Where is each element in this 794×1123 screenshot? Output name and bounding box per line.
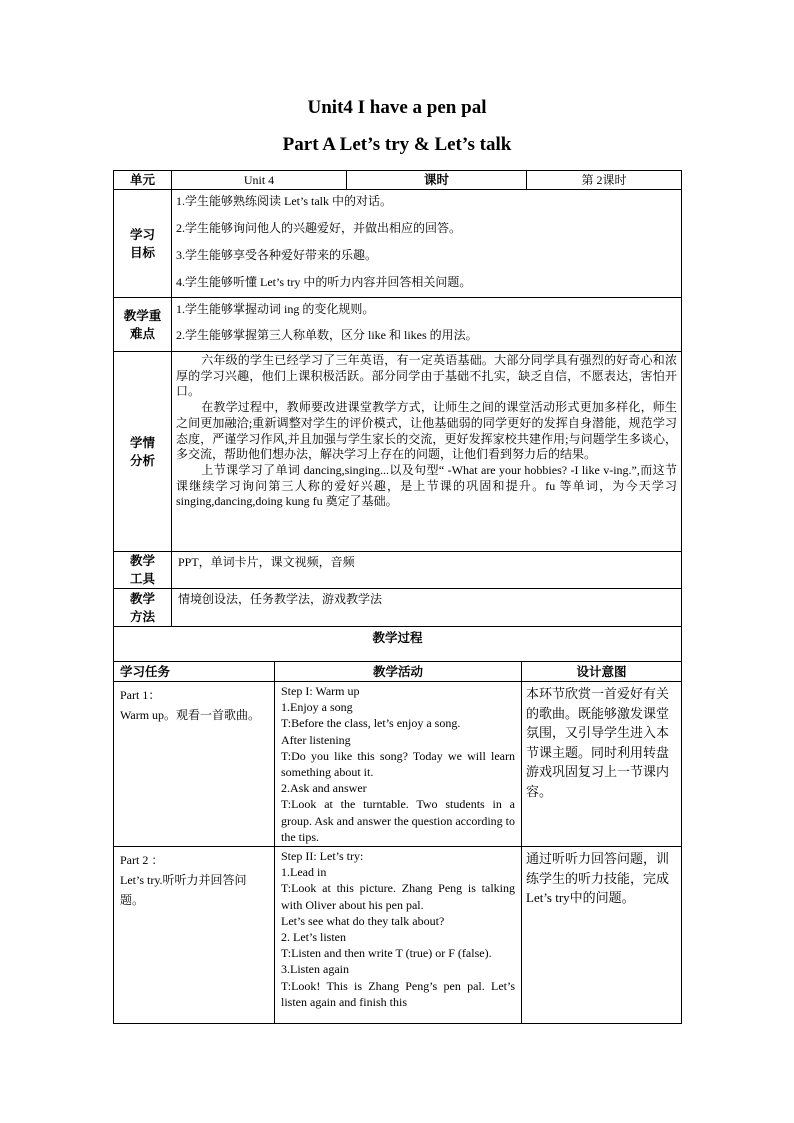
tools-row [114, 552, 682, 589]
task-desc: Let’s try.听听力并回答问题。 [120, 873, 247, 908]
header-intent: 设计意图 [522, 662, 682, 682]
task-desc: Warm up。观看一首歌曲。 [120, 708, 261, 722]
activity-line: 2. Let’s listen [281, 930, 346, 945]
process-row [114, 847, 682, 1024]
tools-value: PPT，单词卡片，课文视频，音频 [172, 552, 682, 589]
goal-item: 3.学生能够享受各种爱好带来的乐趣。 [176, 248, 378, 262]
methods-row [114, 589, 682, 627]
goal-item: 4.学生能够听懂 Let’s try 中的听力内容并回答相关问题。 [176, 275, 472, 289]
goals-label-text: 学习目标 [129, 227, 155, 260]
task-title: Part 2 ： [120, 853, 164, 868]
analysis-paragraph: 在教学过程中，教师要改进课堂教学方式，让师生之间的课堂活动形式更加多样化，师生之间更加融洽;重新调整对学生的评价模式，让他基础弱的同学更好的发挥自身潜能，规范学习态度，严谨学习作风,并且加强与学生家长的交流，更好发挥家校共建作用;与问题学生多谈心，多交流，帮助他们想办法，解决学习上存在的问题，让他们看到努力后的结果。 [176, 400, 678, 462]
methods-value: 情境创设法，任务教学法，游戏教学法 [172, 589, 682, 627]
activity-line: 2.Ask and answer [281, 781, 367, 796]
goals-content [172, 190, 682, 298]
activity-line: Let’s see what do they talk about? [281, 913, 445, 928]
task-cell [114, 682, 275, 847]
unit-label: 单元 [114, 171, 172, 190]
activity-cell [275, 847, 522, 1024]
keypoint-item: 2.学生能够掌握第三人称单数，区分 like 和 likes 的用法。 [176, 328, 478, 342]
activity-line: Step I: Warm up [281, 684, 360, 698]
process-row [114, 682, 682, 847]
activity-line: 1.Enjoy a song [281, 700, 353, 715]
activity-cell [275, 682, 522, 847]
methods-label-text: 教学方法 [129, 591, 155, 624]
goals-row [114, 190, 682, 298]
activity-line: T:Listen and then write T (true) or F (false). [281, 946, 492, 961]
tools-label [114, 552, 172, 589]
goal-item: 1.学生能够熟练阅读 Let’s talk 中的对话。 [176, 194, 392, 208]
methods-label [114, 589, 172, 627]
activity-line: 3.Listen again [281, 962, 349, 977]
keypoint-item: 1.学生能够掌握动词 ing 的变化规则。 [176, 302, 375, 316]
process-table [113, 661, 682, 1024]
activity-line: T:Do you like this song? Today we will learn something about it. [281, 748, 515, 780]
activity-line: T:Look at the turntable. Two students in a group. Ask and answer the question according to the tips. [281, 797, 515, 844]
analysis-paragraph: 六年级的学生已经学习了三年英语，有一定英语基础。大部分同学具有强烈的好奇心和浓厚的学习兴趣，他们上课积极活跃。部分同学由于基础不扎实，缺乏自信，不愿表达，害怕开口。 [176, 353, 678, 399]
analysis-paragraph: 上节课学习了单词 dancing,singing...以及句型“ -What are your hobbies? -I like v-ing.”,而这节课继续学习询问第三人称的爱好兴趣，是上节课的巩固和提升。fu 等单词，为今天学习 singing,dancing,doing kung fu 奠定了基础。 [176, 462, 678, 509]
analysis-content [172, 352, 682, 552]
period-value: 第 2课时 [527, 171, 682, 190]
unit-value: Unit 4 [172, 171, 347, 190]
tools-label-text: 教学工具 [129, 554, 155, 586]
process-title-row [114, 627, 682, 662]
unit-row [114, 171, 682, 190]
document-subtitle: Part A Let’s try & Let’s talk [282, 134, 512, 155]
header-activity: 教学活动 [275, 662, 522, 682]
document-title: Unit4 I have a pen pal [307, 97, 487, 118]
intent-cell: 本环节欣赏一首爱好有关的歌曲。既能够激发课堂氛围，又引导学生进入本节课主题。同时利用转盘游戏巩固复习上一节课内容。 [522, 682, 682, 847]
lesson-info-table [113, 170, 682, 662]
task-cell [114, 847, 275, 1024]
process-title: 教学过程 [114, 627, 682, 662]
analysis-label-text: 学情分析 [129, 435, 155, 468]
intent-cell: 通过听听力回答问题，训练学生的听力技能，完成Let’s try中的问题。 [522, 847, 682, 1024]
keypoints-row [114, 298, 682, 352]
activity-line: After listening [281, 732, 351, 747]
activity-line: 1.Lead in [281, 865, 327, 880]
keypoints-content [172, 298, 682, 352]
header-task: 学习任务 [114, 662, 275, 682]
task-title: Part 1： [120, 688, 161, 702]
goal-item: 2.学生能够询问他人的兴趣爱好，并做出相应的回答。 [176, 221, 462, 235]
activity-line: Step II: Let’s try: [281, 849, 364, 864]
goals-label [114, 190, 172, 298]
analysis-row [114, 352, 682, 552]
keypoints-label [114, 298, 172, 352]
period-label: 课时 [347, 171, 527, 190]
activity-line: T:Before the class, let’s enjoy a song. [281, 716, 461, 731]
analysis-label [114, 352, 172, 552]
activity-line: T:Look at this picture. Zhang Peng is talking with Oliver about his pen pal. [281, 881, 515, 912]
process-header-row [114, 662, 682, 682]
keypoints-label-text: 教学重难点 [123, 308, 162, 341]
activity-line: T:Look! This is Zhang Peng’s pen pal. Let’s listen again and finish this [281, 978, 515, 1009]
